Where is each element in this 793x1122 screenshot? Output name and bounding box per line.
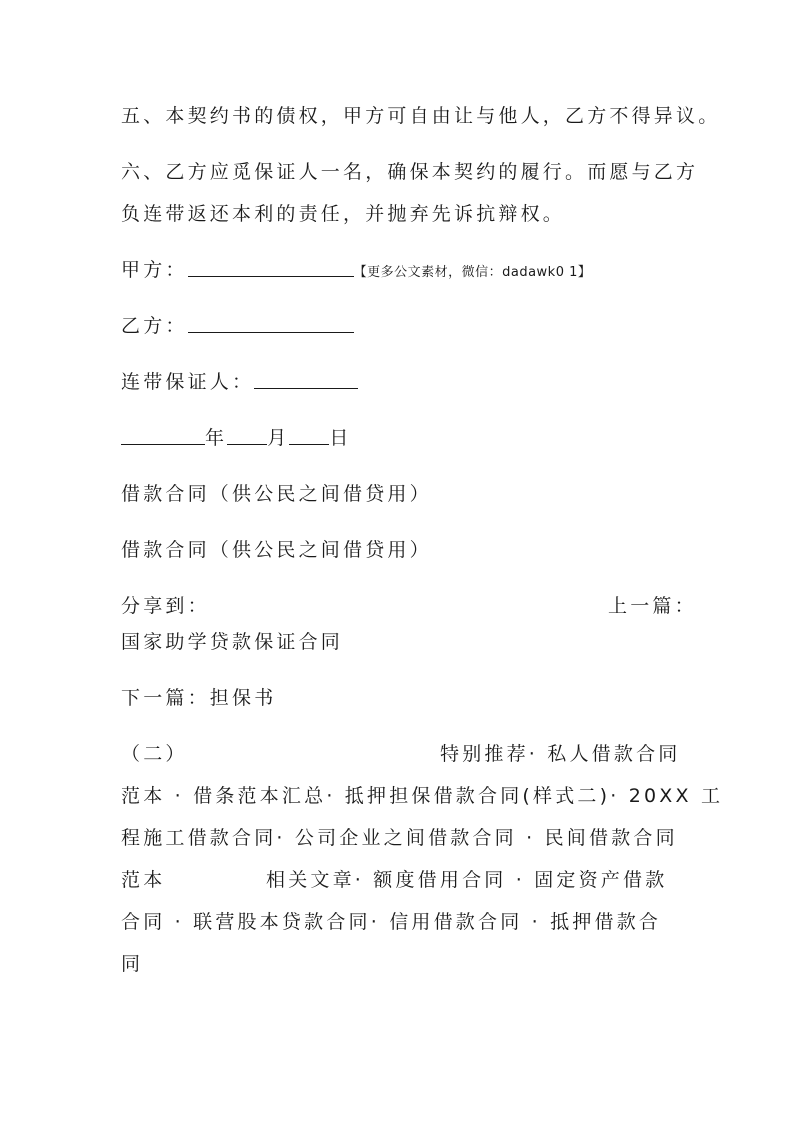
related-line-6[interactable]: 同 [121, 953, 144, 975]
party-a-label: 甲方： [121, 259, 188, 281]
doc-title-2: 借款合同（供公民之间借贷用） [121, 539, 432, 561]
clause-5: 五、本契约书的债权，甲方可自由让与他人，乙方不得异议。 [121, 105, 721, 127]
year-blank [121, 428, 205, 445]
prev-label: 上一篇： [608, 595, 697, 617]
party-a-row [121, 258, 591, 285]
doc-title-1: 借款合同（供公民之间借贷用） [121, 483, 432, 505]
recommend-line-4a[interactable]: 范本 [121, 869, 166, 891]
related-articles-line[interactable]: 相关文章· 额度借用合同 · 固定资产借款 [266, 869, 668, 891]
recommend-line-2[interactable]: 范本 · 借条范本汇总· 抵押担保借款合同(样式二)· 20XX 工 [121, 785, 724, 807]
clause-6-line-1: 六、乙方应觅保证人一名，确保本契约的履行。而愿与乙方 [121, 161, 699, 183]
section-label: （二） [121, 743, 188, 765]
party-b-label: 乙方： [121, 315, 188, 337]
day-label: 日 [329, 427, 352, 449]
guarantor-label: 连带保证人： [121, 371, 255, 393]
promo-note: 【更多公文素材，微信：dadawk0 1】 [353, 265, 592, 280]
year-label: 年 [205, 427, 228, 449]
party-b-row [121, 314, 354, 338]
party-b-blank [188, 316, 354, 333]
clause-6-line-2: 负连带返还本利的责任，并抛弃先诉抗辩权。 [121, 203, 566, 225]
date-row [121, 426, 352, 450]
recommend-heading[interactable]: 特别推荐· 私人借款合同 [440, 743, 681, 765]
prev-article-link[interactable]: 国家助学贷款保证合同 [121, 631, 344, 653]
guarantor-blank [254, 372, 358, 389]
day-blank [289, 428, 329, 445]
related-line-5[interactable]: 合同 · 联营股本贷款合同· 信用借款合同 · 抵押借款合 [121, 911, 662, 933]
party-a-blank [188, 260, 354, 277]
guarantor-row [121, 370, 358, 394]
next-article-link[interactable]: 下一篇：担保书 [121, 687, 277, 709]
month-blank [227, 428, 267, 445]
recommend-line-3[interactable]: 程施工借款合同· 公司企业之间借款合同 · 民间借款合同 [121, 827, 678, 849]
share-label: 分享到： [121, 595, 210, 617]
month-label: 月 [267, 427, 290, 449]
